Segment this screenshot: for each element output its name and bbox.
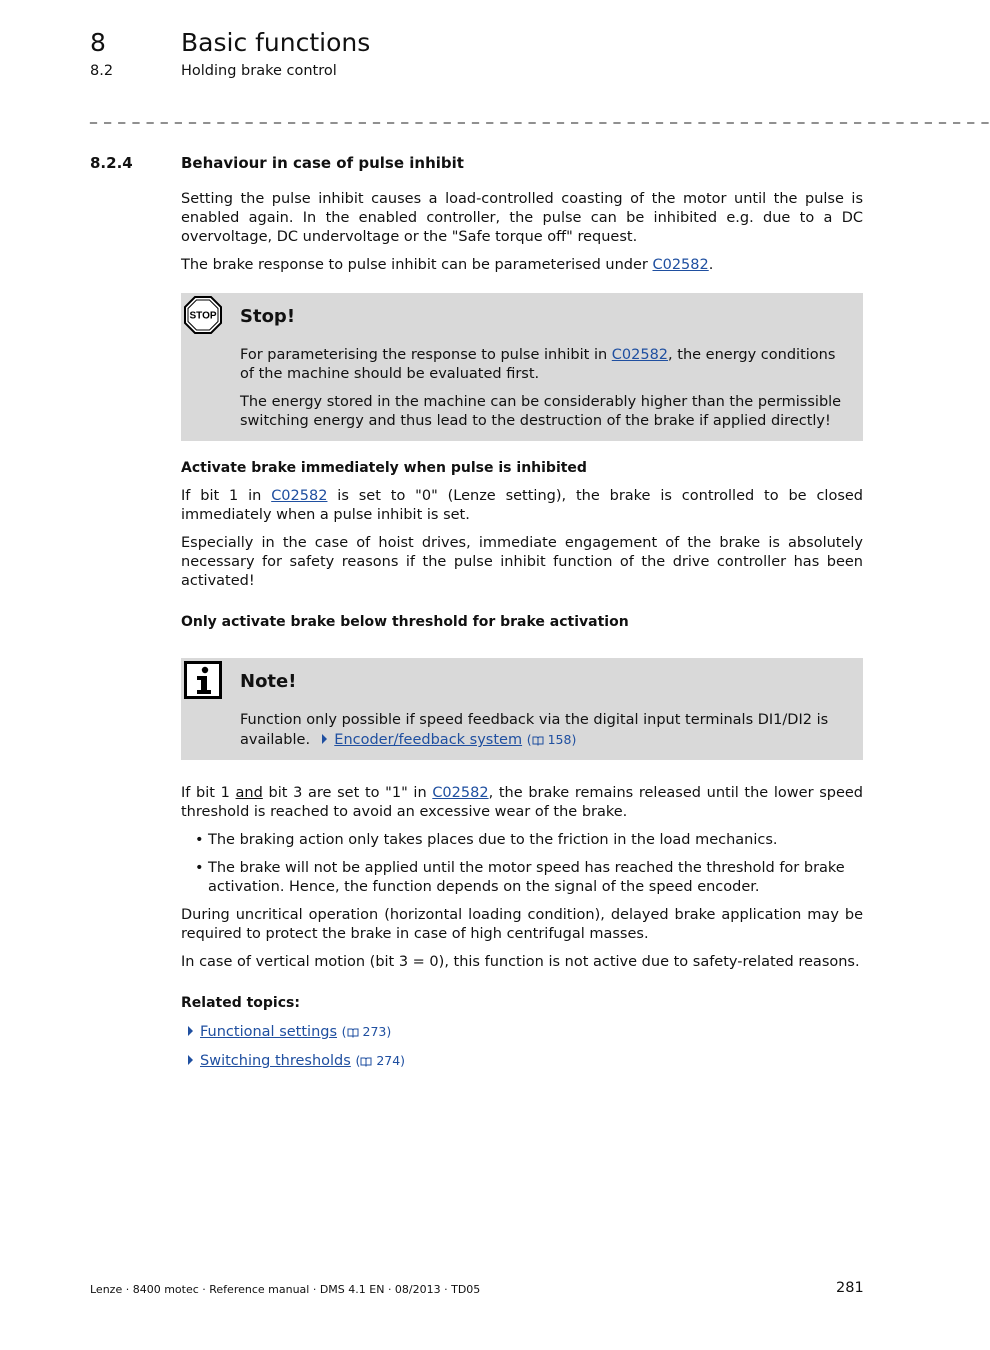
text: , the energy conditions of the machine should be evaluated first. (240, 347, 836, 382)
chapter-number: 8 (90, 28, 106, 57)
book-icon (360, 1057, 372, 1066)
text: bit 3 are set to "1" in (262, 785, 433, 801)
text: Function only possible if speed feedback via the digital input terminals DI1/DI2 is available. (240, 712, 829, 748)
text: If bit 1 in (181, 488, 272, 504)
subsection-title: Behaviour in case of pulse inhibit (181, 154, 464, 172)
header-rule: _ _ _ _ _ _ _ _ _ _ _ _ _ _ _ _ _ _ _ _ _ _ _ _ _ _ _ _ _ _ _ _ _ _ _ _ _ _ _ _ _ _ _ _ _ _ _ _ _ _ _ _ _ _ _ _ _ _ _ _ _ _ _ _ (90, 108, 990, 124)
body-paragraph-1 (181, 784, 863, 822)
arrow-right-icon (322, 734, 327, 744)
page-reference (355, 1053, 405, 1068)
text: , the brake remains released until the lower speed threshold is reached to avoid an excessive wear of the brake. (181, 785, 864, 820)
text: The brake will not be applied until the motor speed has reached the threshold for brake activation. Hence, the function depends on the signal of the speed encoder. (208, 860, 845, 895)
text: The brake response to pulse inhibit can be parameterised under (181, 257, 653, 273)
text: ) (400, 1053, 406, 1068)
list-item (181, 831, 863, 850)
text: 158 (547, 732, 572, 747)
body-paragraph-2: During uncritical operation (horizontal loading condition), delayed brake application may be required to protect the brake in case of high centrifugal masses. (181, 907, 863, 942)
bullet-list (181, 831, 863, 897)
text: ( (355, 1053, 361, 1068)
section-a-paragraph-1 (181, 487, 863, 525)
related-item (185, 1022, 863, 1042)
note-box (181, 658, 863, 760)
related-item (185, 1051, 863, 1071)
book-icon (347, 1028, 359, 1037)
bullet: • (195, 860, 204, 876)
subsection-number: 8.2.4 (90, 154, 133, 172)
chapter-title: Basic functions (181, 28, 371, 57)
page-reference (342, 1024, 392, 1039)
functional-settings-link[interactable]: Functional settings (200, 1024, 338, 1040)
text: 273 (362, 1024, 387, 1039)
stop-box (181, 293, 863, 441)
heading-threshold: Only activate brake below threshold for brake activation (181, 614, 629, 630)
section-a-paragraph-2: Especially in the case of hoist drives, immediate engagement of the brake is absolutely necessary for safety reasons if the pulse inhibit function of the drive controller has been activated! (181, 535, 863, 589)
book-icon (532, 736, 544, 745)
text: ) (571, 732, 577, 747)
c02582-link[interactable]: C02582 (432, 785, 489, 801)
page-number: 281 (836, 1280, 864, 1296)
section-number: 8.2 (90, 63, 114, 79)
stop-paragraph-2: The energy stored in the machine can be considerably higher than the permissible switching energy and thus lead to the destruction of the brake if applied directly! (240, 394, 842, 429)
section-title: Holding brake control (181, 63, 337, 79)
note-title: Note! (240, 671, 297, 692)
arrow-right-icon (188, 1055, 193, 1065)
text: 274 (376, 1053, 401, 1068)
intro-paragraph-2 (181, 256, 863, 275)
text: The braking action only takes places due to the friction in the load mechanics. (208, 832, 778, 848)
info-icon (184, 661, 222, 699)
related-topics-heading: Related topics: (181, 995, 300, 1011)
stop-paragraph-1 (240, 346, 843, 384)
main-content (181, 190, 863, 1080)
list-item (181, 859, 863, 897)
stop-icon (184, 296, 222, 334)
switching-thresholds-link[interactable]: Switching thresholds (200, 1053, 351, 1069)
arrow-right-icon (188, 1026, 193, 1036)
heading-activate-immediately: Activate brake immediately when pulse is inhibited (181, 460, 587, 476)
svg-text:STOP: STOP (189, 310, 217, 322)
c02582-link[interactable]: C02582 (652, 257, 709, 273)
body-paragraph-3: In case of vertical motion (bit 3 = 0), this function is not active due to safety-related reasons. (181, 954, 860, 970)
and-underlined: and (235, 785, 263, 801)
text: ( (526, 732, 532, 747)
footer-document-info: Lenze · 8400 motec · Reference manual · DMS 4.1 EN · 08/2013 · TD05 (90, 1283, 481, 1296)
note-paragraph (240, 711, 843, 750)
c02582-link[interactable]: C02582 (271, 488, 328, 504)
page-reference (527, 732, 577, 747)
text: ( (341, 1024, 347, 1039)
stop-title: Stop! (240, 306, 296, 327)
text: If bit 1 (181, 785, 236, 801)
text: ) (386, 1024, 392, 1039)
text: is set to "0" (Lenze setting), the brake is controlled to be closed immediately when a pulse inhibit is set. (181, 488, 863, 523)
c02582-link[interactable]: C02582 (611, 347, 669, 363)
intro-paragraph-1: Setting the pulse inhibit causes a load-controlled coasting of the motor until the pulse is enabled again. In the enabled controller, the pulse can be inhibited e.g. due to a DC overvoltage, DC undervoltage or the "Safe torque off" request. (181, 191, 863, 245)
bullet: • (195, 832, 204, 848)
encoder-feedback-link[interactable]: Encoder/feedback system (334, 732, 523, 748)
text: For parameterising the response to pulse inhibit in (240, 347, 612, 363)
text: . (708, 257, 714, 273)
